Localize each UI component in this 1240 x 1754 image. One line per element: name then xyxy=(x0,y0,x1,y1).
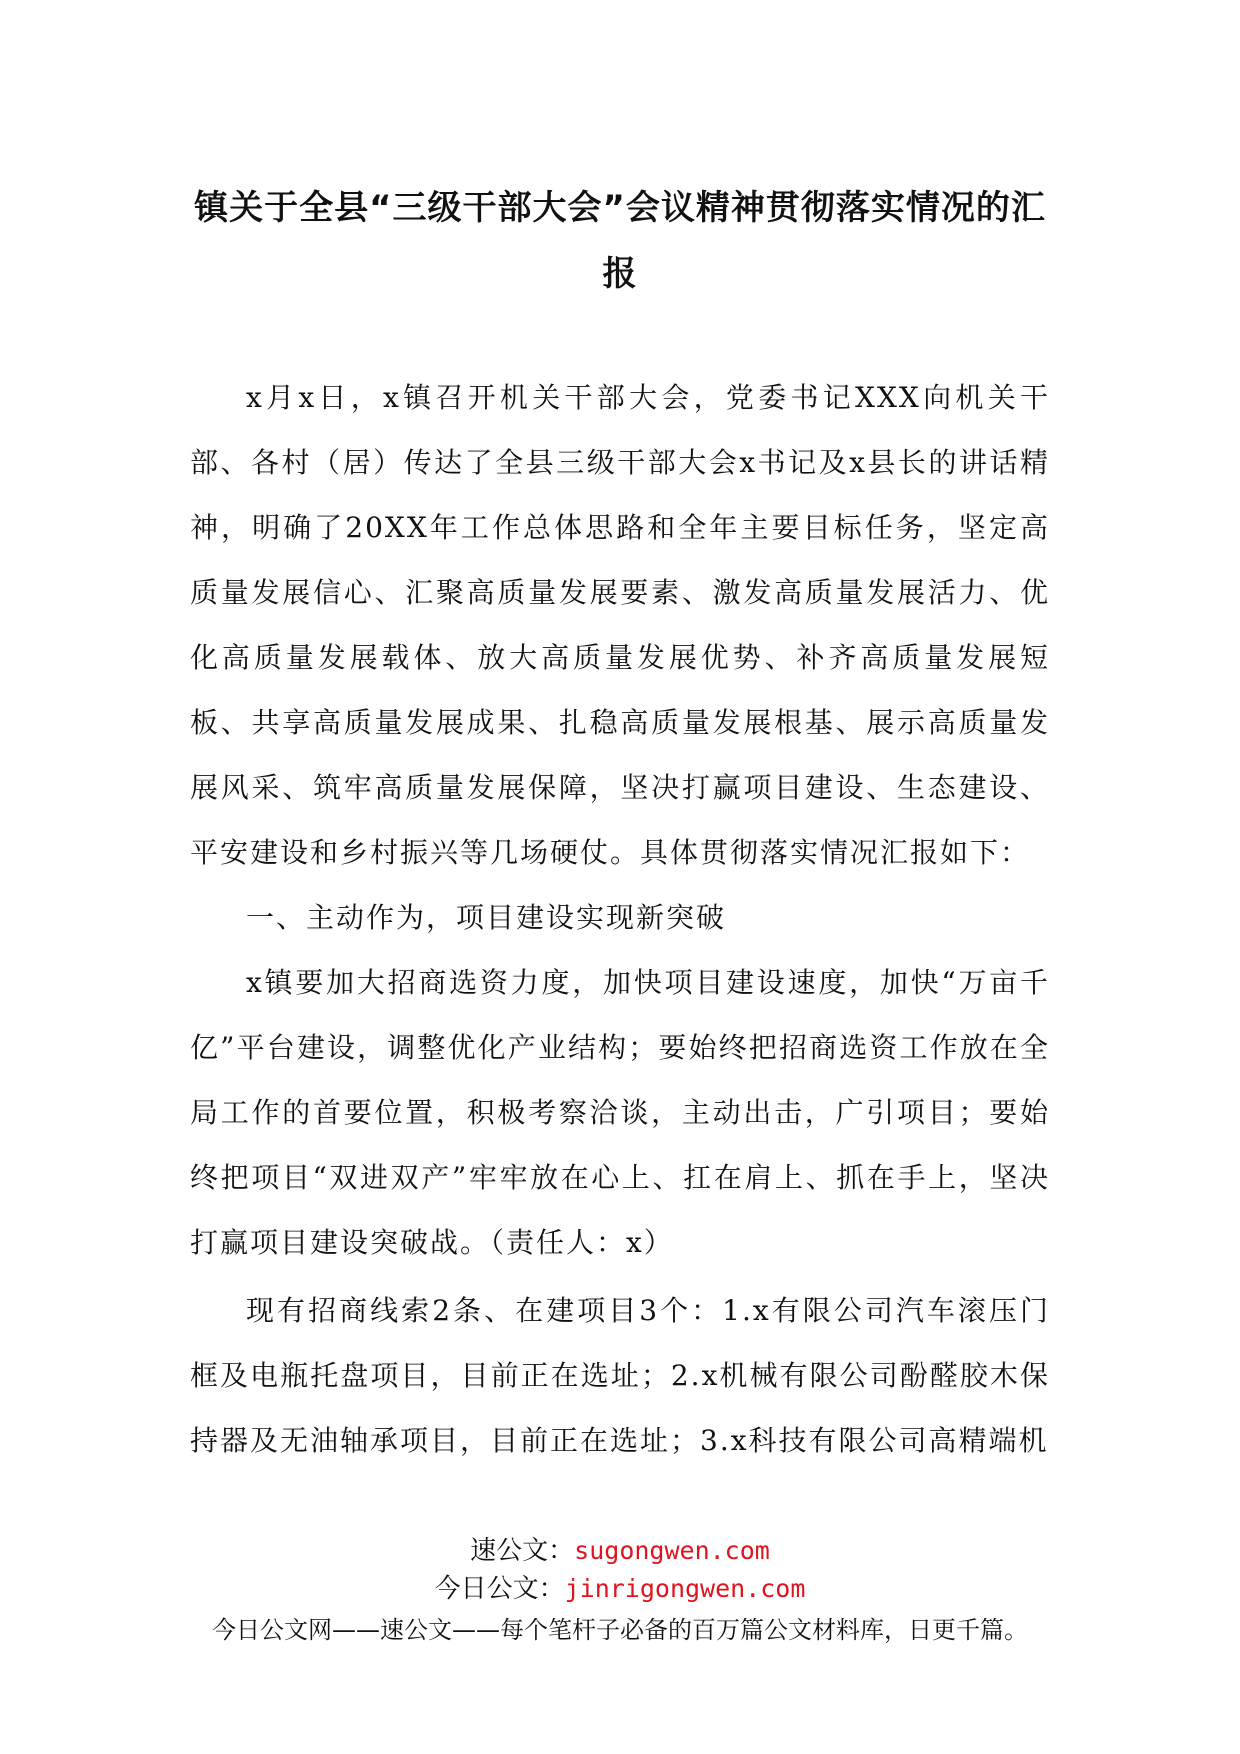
footer-label-sugongwen: 速公文： xyxy=(470,1536,575,1566)
paragraph-projects: 现有招商线索2条、在建项目3个：1.x有限公司汽车滚压门框及电瓶托盘项目，目前正在选址；2.x机械有限公司酚醛胶木保持器及无油轴承项目，目前正在选址；3.x科技有限公司高精端机 xyxy=(190,1294,1050,1457)
document-title xyxy=(160,175,1080,307)
footer-link-jinrigongwen[interactable]: jinrigongwen.com xyxy=(564,1574,806,1603)
paragraph-intro: x月x日，x镇召开机关干部大会，党委书记XXX向机关干部、各村（居）传达了全县三级干部大会x书记及x县长的讲话精神，明确了20XX年工作总体思路和全年主要目标任务，坚定高质量发展信心、汇聚高质量发展要素、激发高质量发展活力、优化高质量发展载体、放大高质量发展优势、补齐高质量发展短板、共享高质量发展成果、扎稳高质量发展根基、展示高质量发展风采、筑牢高质量发展保障，坚决打赢项目建设、生态建设、平安建设和乡村振兴等几场硬仗。具体贯彻落实情况汇报如下： xyxy=(190,381,1050,869)
title-line-1: 镇关于全县“三级干部大会”会议精神贯彻落实情况的汇 xyxy=(194,188,1046,228)
footer-line-jinrigongwen xyxy=(0,1570,1240,1608)
section-heading-1: 一、主动作为，项目建设实现新突破 xyxy=(246,901,727,934)
footer-line-sugongwen xyxy=(0,1532,1240,1570)
paragraph-investment: x镇要加大招商选资力度，加快项目建设速度，加快“万亩千亿”平台建设，调整优化产业结构；要始终把招商选资工作放在全局工作的首要位置，积极考察洽谈，主动出击，广引项目；要始终把项目“双进双产”牢牢放在心上、扛在肩上、抓在手上，坚决打赢项目建设突破战。（责任人：x） xyxy=(190,966,1050,1259)
footer-tagline: 今日公文网——速公文——每个笔杆子必备的百万篇公文材料库，日更千篇。 xyxy=(212,1616,1028,1644)
footer-label-jinrigongwen: 今日公文： xyxy=(434,1574,565,1604)
document-body xyxy=(190,365,1050,1473)
footer-link-sugongwen[interactable]: sugongwen.com xyxy=(574,1536,770,1565)
title-line-2: 报 xyxy=(602,254,638,294)
page-footer xyxy=(0,1532,1240,1650)
